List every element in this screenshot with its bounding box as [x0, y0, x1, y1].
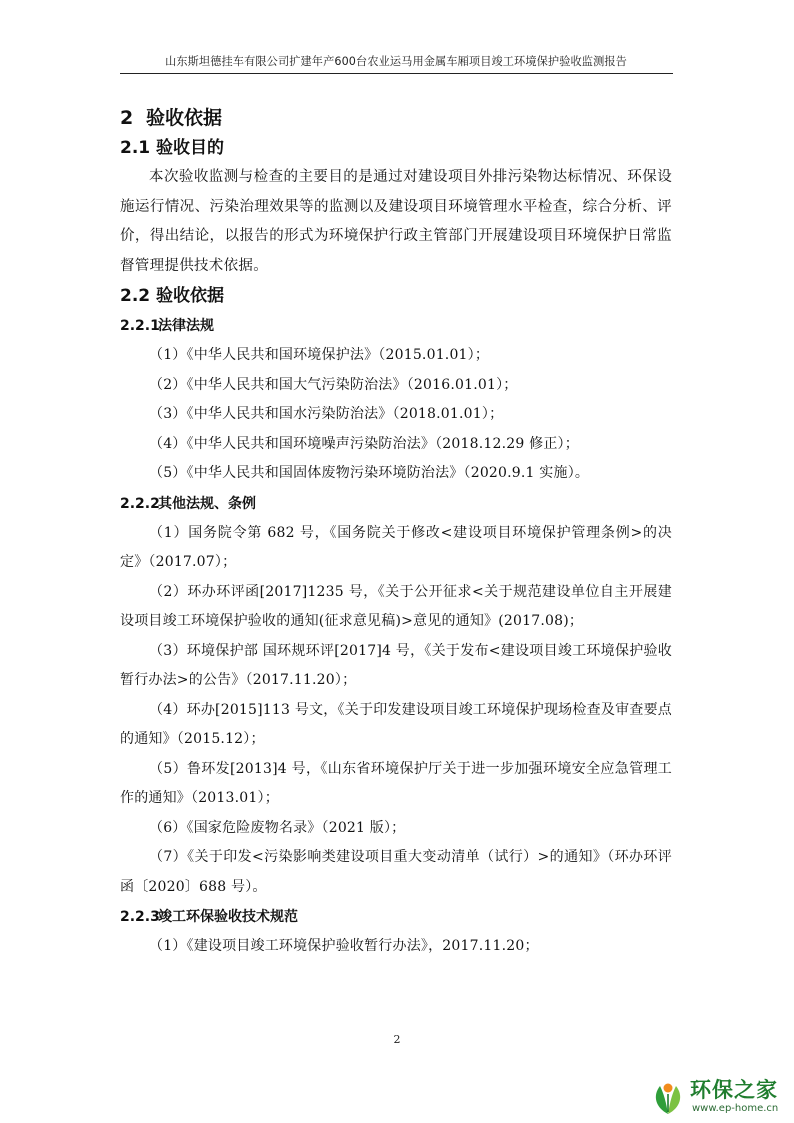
standard-item: （1）《建设项目竣工环境保护验收暂行办法》，2017.11.20；	[149, 938, 539, 954]
law-item: （4）《中华人民共和国环境噪声污染防治法》（2018.12.29 修正）；	[149, 435, 579, 452]
section-number: 2	[120, 107, 134, 129]
section-title: 法律法规	[158, 318, 214, 334]
regulation-item: （1）国务院令第 682 号，《国务院关于修改<建设项目环境保护管理条例>的决定》（2017.07）；	[120, 524, 672, 570]
regulation-item: （6）《国家危险废物名录》（2021 版）；	[149, 819, 406, 836]
running-header: 山东斯坦德挂车有限公司扩建年产600台农业运马用金属车厢项目竣工环境保护验收监测报告	[165, 55, 627, 68]
section-title: 验收依据	[146, 107, 223, 129]
section-number: 2.2	[120, 286, 151, 306]
law-item: （2）《中华人民共和国大气污染防治法》（2016.01.01）；	[149, 376, 518, 393]
watermark-name: 环保之家	[690, 1078, 778, 1102]
leaf-person-logo-icon	[648, 1078, 688, 1118]
section-2-1-paragraph: 本次验收监测与检查的主要目的是通过对建设项目外排污染物达标情况、环保设施运行情况、污染治理效果等的监测以及建设项目环境管理水平检查，综合分析、评价，得出结论，以报告的形式为环境保护行政主管部门开展建设项目环境保护日常监督管理提供技术依据。	[120, 169, 672, 274]
law-item: （1）《中华人民共和国环境保护法》（2015.01.01）；	[149, 347, 490, 363]
section-number: 2.2.2	[120, 495, 160, 512]
section-number: 2.1	[120, 138, 151, 158]
section-title: 验收依据	[156, 286, 224, 306]
law-item: （5）《中华人民共和国固体废物污染环境防治法》（2020.9.1 实施）。	[149, 465, 590, 481]
regulation-item: （7）《关于印发<污染影响类建设项目重大变动清单（试行）>的通知》（环办环评函〔2020〕688 号）。	[120, 849, 672, 895]
section-2-1-heading	[120, 133, 672, 163]
regulation-item: （5）鲁环发[2013]4 号，《山东省环境保护厅关于进一步加强环境安全应急管理工作的通知》（2013.01）；	[120, 760, 672, 806]
section-2-heading	[120, 103, 672, 133]
section-2-2-2-heading	[120, 489, 672, 519]
regulation-item: （2）环办环评函[2017]1235 号，《关于公开征求<关于规范建设单位自主开展建设项目竣工环境保护验收的通知(征求意见稿)>意见的通知》(2017.08)；	[120, 583, 672, 629]
section-title: 竣工环保验收技术规范	[158, 909, 298, 925]
section-2-2-heading	[120, 281, 672, 311]
watermark-url: www.ep-home.cn	[692, 1103, 779, 1114]
regulation-item: （3）环境保护部 国环规环评[2017]4 号，《关于发布<建设项目竣工环境保护验收暂行办法>的公告》（2017.11.20）；	[120, 642, 672, 688]
page-number: 2	[393, 1033, 401, 1046]
document-body	[120, 100, 672, 962]
section-2-2-3-heading	[120, 902, 672, 932]
regulation-item: （4）环办[2015]113 号文，《关于印发建设项目竣工环境保护现场检查及审查要点的通知》（2015.12）；	[120, 701, 672, 747]
site-watermark	[648, 1078, 790, 1118]
law-item: （3）《中华人民共和国水污染防治法》（2018.01.01）；	[149, 406, 504, 422]
section-title: 其他法规、条例	[158, 495, 256, 512]
header-rule	[120, 73, 673, 74]
section-title: 验收目的	[156, 138, 224, 158]
section-2-2-1-heading	[120, 311, 672, 341]
section-number: 2.2.3	[120, 909, 160, 925]
section-number: 2.2.1	[120, 318, 160, 334]
